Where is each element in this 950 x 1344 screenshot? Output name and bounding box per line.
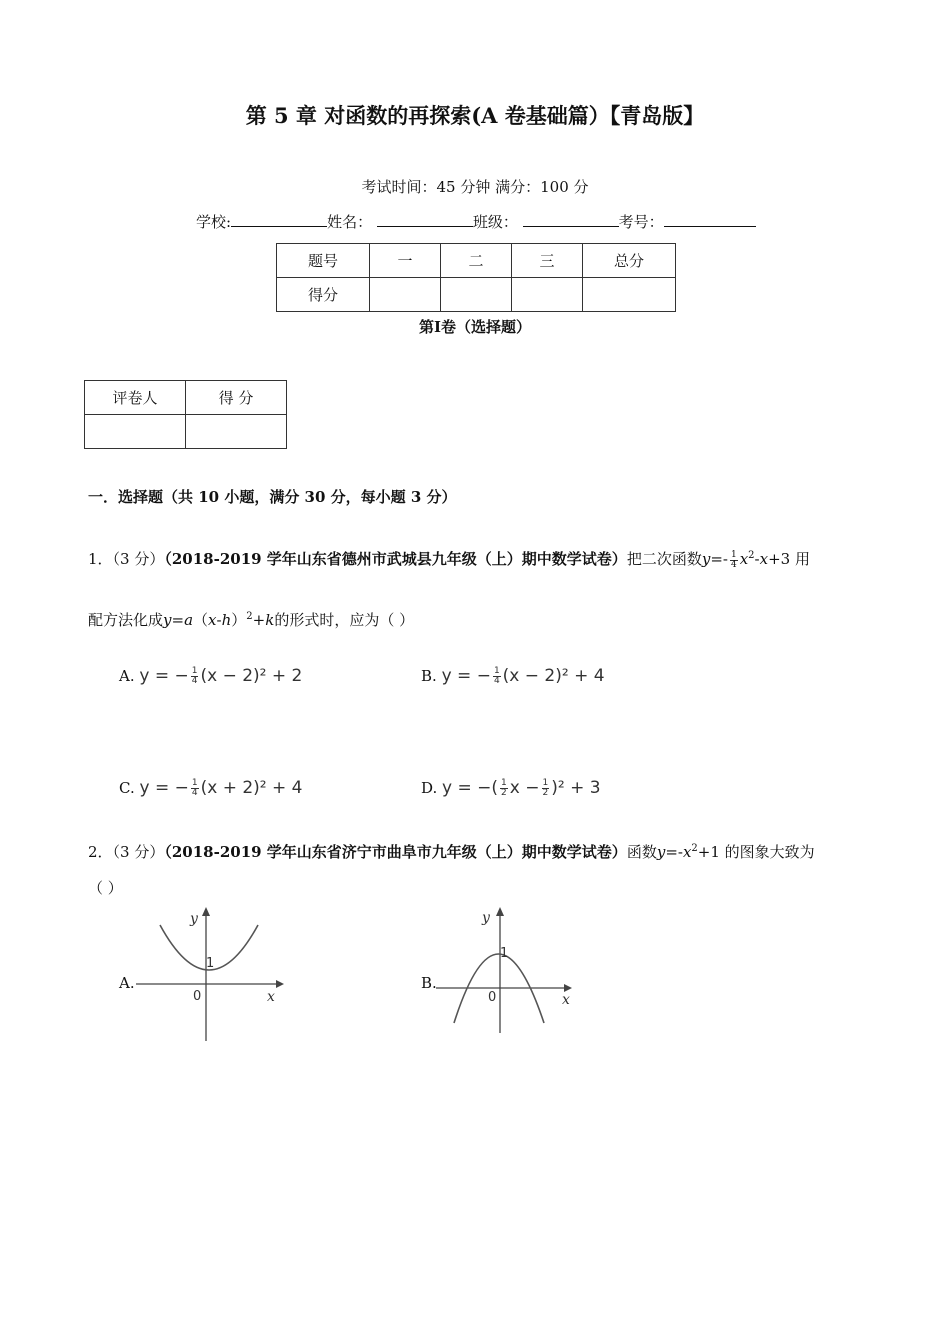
y-axis-label: y <box>190 911 198 927</box>
score-table <box>276 243 676 312</box>
volume-title: 第Ⅰ卷（选择题） <box>418 318 532 336</box>
question-1-stem-line2 <box>88 609 414 630</box>
fraction <box>500 779 508 798</box>
y-axis-label: y <box>482 910 490 926</box>
question-number: 1． <box>88 550 113 568</box>
question-points: （3 分） <box>112 843 165 861</box>
option-a[interactable] <box>119 666 302 686</box>
stem-text: 配方法化成 <box>88 611 164 629</box>
stem-tail: +1 的图象大致为 <box>697 843 815 861</box>
var-x: x <box>759 550 769 568</box>
grader-table <box>84 380 287 449</box>
minus: - <box>216 611 222 629</box>
fraction <box>493 667 501 686</box>
formula-lhs: y = −( <box>442 778 499 798</box>
grader-header-cell: 评卷人 <box>85 381 186 415</box>
question-points: （3 分） <box>112 550 165 568</box>
option-label: C. <box>119 779 135 797</box>
y-axis-arrow <box>202 907 210 916</box>
fraction-numerator: 1 <box>191 777 198 788</box>
score-header-cell: 二 <box>441 244 512 278</box>
fraction-denominator: 4 <box>493 675 500 686</box>
option-d[interactable] <box>421 778 601 798</box>
x-axis-arrow <box>564 984 572 992</box>
var-y: y <box>656 843 666 861</box>
formula-rhs: (x − 2)² + 4 <box>502 666 605 686</box>
student-info-row <box>196 211 756 232</box>
number-label: 考号： <box>618 213 664 231</box>
option-c[interactable] <box>119 778 302 798</box>
score-table-score-row <box>277 278 676 312</box>
fraction <box>542 779 550 798</box>
page-title: 第 5 章 对函数的再探索(A 卷基础篇）【青岛版】 <box>245 103 705 128</box>
grader-header-row <box>85 381 287 415</box>
option-formula <box>140 778 303 798</box>
one-label: 1 <box>500 946 509 961</box>
option-formula <box>442 666 605 686</box>
graph-option-a[interactable] <box>136 905 286 1045</box>
stem-eq: = <box>171 611 185 629</box>
exponent: 2 <box>246 611 253 622</box>
option-formula <box>442 778 601 798</box>
stem-eq: =- <box>665 843 683 861</box>
grader-cell[interactable] <box>186 415 287 449</box>
x-axis-label: x <box>267 989 275 1005</box>
option-a-label[interactable]: A. <box>119 974 135 992</box>
exponent: 2 <box>691 843 698 854</box>
one-label: 1 <box>206 956 215 971</box>
stem-tail: +3 用 <box>768 550 810 568</box>
formula-rhs: )² + 3 <box>551 778 601 798</box>
score-cell[interactable] <box>512 278 583 312</box>
score-cell[interactable] <box>583 278 676 312</box>
score-header-cell: 题号 <box>277 244 370 278</box>
formula-lhs: y = − <box>441 666 491 686</box>
fraction-denominator: 2 <box>542 787 549 798</box>
var-y: y <box>701 550 711 568</box>
option-b-label[interactable]: B. <box>421 974 437 992</box>
stem-text: 函数 <box>626 843 657 861</box>
exponent: 2 <box>748 550 755 561</box>
graph-option-b[interactable] <box>436 905 586 1045</box>
school-label: 学校: <box>196 213 232 231</box>
score-header-cell: 总分 <box>583 244 676 278</box>
grader-value-row <box>85 415 287 449</box>
exam-info: 考试时间：45 分钟 满分：100 分 <box>361 178 589 196</box>
var-h: h <box>221 611 232 629</box>
origin-label: 0 <box>193 989 202 1004</box>
stem-eq: =- <box>710 550 728 568</box>
question-source: （2018-2019 学年山东省德州市武城县九年级（上）期中数学试卷） <box>164 550 627 568</box>
fraction <box>730 551 738 570</box>
grader-header-cell: 得 分 <box>186 381 287 415</box>
fraction-denominator: 2 <box>501 787 507 798</box>
var-a: a <box>184 611 194 629</box>
fraction <box>191 779 199 798</box>
option-formula <box>139 666 302 686</box>
var-k: k <box>265 611 275 629</box>
x-axis-label: x <box>562 992 570 1008</box>
section-heading: 一．选择题（共 10 小题，满分 30 分，每小题 3 分） <box>88 488 457 506</box>
question-1-stem <box>88 548 810 570</box>
var-y: y <box>163 611 172 629</box>
var-x: x <box>682 843 692 861</box>
score-header-cell: 三 <box>512 244 583 278</box>
option-label: B. <box>421 667 437 685</box>
question-2-answer-paren: （ ） <box>88 879 123 897</box>
option-label: D. <box>421 779 438 797</box>
var-x: x <box>208 611 217 629</box>
paren-close: ） <box>231 611 247 629</box>
score-cell[interactable] <box>441 278 512 312</box>
paren-open: （ <box>193 611 209 629</box>
fraction-numerator: 1 <box>493 665 500 676</box>
score-row-label: 得分 <box>277 278 370 312</box>
fraction <box>191 667 199 686</box>
plus: + <box>252 611 266 629</box>
name-label: 姓名： <box>327 213 373 231</box>
formula-lhs: y = − <box>139 666 189 686</box>
class-blank[interactable] <box>523 212 619 227</box>
stem-tail: 的形式时，应为（ ） <box>274 611 415 629</box>
grader-cell[interactable] <box>85 415 186 449</box>
y-axis-arrow <box>496 907 504 916</box>
fraction-numerator: 1 <box>501 777 507 788</box>
formula-lhs: y = − <box>139 778 189 798</box>
formula-mid: x − <box>509 778 540 798</box>
fraction-denominator: 4 <box>191 787 198 798</box>
class-label: 班级： <box>472 213 518 231</box>
fraction-denominator: 4 <box>191 675 198 686</box>
formula-rhs: (x + 2)² + 4 <box>200 778 303 798</box>
school-blank[interactable] <box>231 212 327 227</box>
var-x: x <box>739 550 749 568</box>
option-b[interactable] <box>421 666 605 686</box>
score-table-header-row <box>277 244 676 278</box>
option-label: A. <box>119 667 135 685</box>
question-2-stem <box>88 841 815 862</box>
fraction-numerator: 1 <box>191 665 198 676</box>
score-header-cell: 一 <box>370 244 441 278</box>
formula-rhs: (x − 2)² + 2 <box>200 666 303 686</box>
question-source: （2018-2019 学年山东省济宁市曲阜市九年级（上）期中数学试卷） <box>164 843 627 861</box>
x-axis-arrow <box>276 980 284 988</box>
stem-text: 把二次函数 <box>626 550 702 568</box>
score-cell[interactable] <box>370 278 441 312</box>
fraction-numerator: 1 <box>730 549 737 560</box>
number-blank[interactable] <box>664 212 756 227</box>
fraction-numerator: 1 <box>542 777 549 788</box>
stem-minus: - <box>754 550 760 568</box>
origin-label: 0 <box>488 990 497 1005</box>
name-blank[interactable] <box>377 212 473 227</box>
question-number: 2． <box>88 843 113 861</box>
fraction-denominator: 4 <box>730 559 737 570</box>
